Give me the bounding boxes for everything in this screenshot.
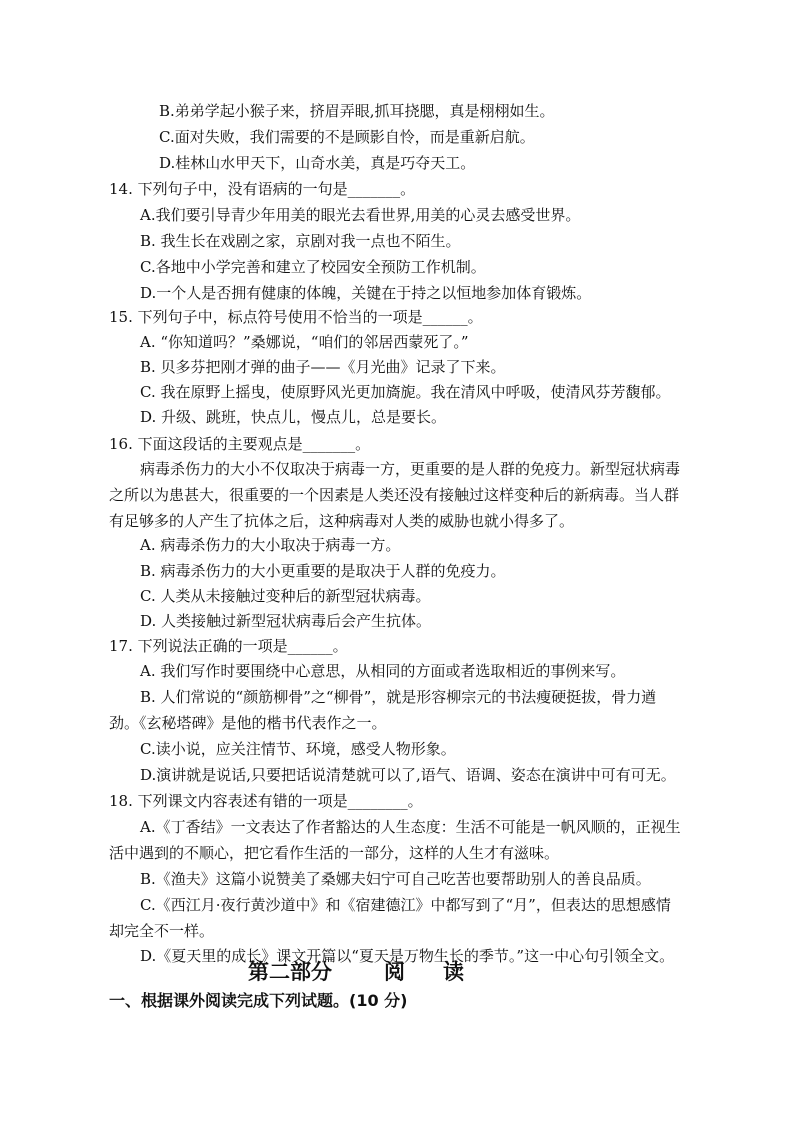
q17-stem: 17. 下列说法正确的一项是______。	[109, 637, 348, 655]
q14-option-d: D.一个人是否拥有健康的体魄，关键在于持之以恒地参加体育锻炼。	[140, 284, 592, 302]
q17-option-b-cont: 劲。《玄秘塔碑》是他的楷书代表作之一。	[109, 714, 387, 732]
q16-passage-line: 有足够多的人产生了抗体之后，这种病毒对人类的威胁也就小得多了。	[109, 512, 575, 530]
q14-option-b: B. 我生长在戏剧之家，京剧对我一点也不陌生。	[140, 232, 461, 250]
q18-option-a-cont: 活中遇到的不顺心，把它看作生活的一部分，这样的人生才有滋味。	[109, 844, 560, 862]
q16-option-c: C. 人类从未接触过变种后的新型冠状病毒。	[140, 587, 431, 605]
q15-option-a: A. “你知道吗？”桑娜说，“咱们的邻居西蒙死了。”	[140, 333, 469, 351]
q16-option-a: A. 病毒杀伤力的大小取决于病毒一方。	[140, 536, 401, 554]
q13-option-d: D.桂林山水甲天下，山奇水美，真是巧夺天工。	[159, 154, 476, 172]
q13-option-c: C.面对失败，我们需要的不是顾影自怜，而是重新启航。	[159, 128, 535, 146]
q18-option-c-cont: 却完全不一样。	[109, 922, 215, 940]
part-two-label: 第二部分	[248, 960, 332, 984]
q17-option-c: C.读小说，应关注情节、环境，感受人物形象。	[140, 740, 456, 758]
section-one-heading: 一、根据课外阅读完成下列试题。(10 分)	[109, 991, 408, 1010]
part-two-word-1: 阅	[384, 960, 405, 984]
q15-option-c: C. 我在原野上摇曳，使原野风光更加旖旎。我在清风中呼吸，使清风芬芳馥郁。	[140, 383, 671, 401]
q16-stem: 16. 下面这段话的主要观点是_______。	[109, 435, 371, 453]
q17-option-d: D.演讲就是说话,只要把话说清楚就可以了,语气、语调、姿态在演讲中可有可无。	[140, 766, 676, 784]
q16-option-d: D. 人类接触过新型冠状病毒后会产生抗体。	[140, 612, 432, 630]
q15-option-d: D. 升级、跳班，快点儿，慢点儿，总是要长。	[140, 408, 447, 426]
q16-option-b: B. 病毒杀伤力的大小更重要的是取决于人群的免疫力。	[140, 562, 506, 580]
q14-option-a: A.我们要引导青少年用美的眼光去看世界,用美的心灵去感受世界。	[140, 206, 581, 224]
q17-option-a: A. 我们写作时要围绕中心意思，从相同的方面或者选取相近的事例来写。	[140, 662, 626, 680]
q17-option-b: B. 人们常说的“颜筋柳骨”之“柳骨”，就是形容柳宗元的书法瘦硬挺拔，骨力遒	[140, 688, 657, 706]
q16-passage-line: 之所以为患甚大，很重要的一个因素是人类还没有接触过这样变种后的新病毒。当人群	[109, 486, 680, 504]
q13-option-b: B.弟弟学起小猴子来，挤眉弄眼,抓耳挠腮，真是栩栩如生。	[159, 102, 555, 120]
q14-option-c: C.各地中小学完善和建立了校园安全预防工作机制。	[140, 258, 486, 276]
part-two-word-2: 读	[443, 960, 464, 984]
q18-option-d: D.《夏天里的成长》课文开篇以“夏天是万物生长的季节。”这一中心句引领全文。	[140, 947, 675, 965]
q15-stem: 15. 下列句子中，标点符号使用不恰当的一项是______。	[109, 308, 483, 326]
q15-option-b: B. 贝多芬把刚才弹的曲子——《月光曲》记录了下来。	[140, 358, 506, 376]
part-two-title	[248, 958, 464, 986]
q18-option-c: C.《西江月·夜行黄沙道中》和《宿建德江》中都写到了“月”，但表达的思想感情	[140, 896, 671, 914]
q18-option-b: B.《渔夫》这篇小说赞美了桑娜夫妇宁可自己吃苦也要帮助别人的善良品质。	[140, 870, 651, 888]
q18-option-a: A.《丁香结》一文表达了作者豁达的人生态度：生活不可能是一帆风顺的，正视生	[140, 818, 681, 836]
q14-stem: 14. 下列句子中，没有语病的一句是_______。	[109, 180, 416, 198]
q18-stem: 18. 下列课文内容表述有错的一项是________。	[109, 792, 423, 810]
q16-passage-line: 病毒杀伤力的大小不仅取决于病毒一方，更重要的是人群的免疫力。新型冠状病毒	[140, 460, 681, 478]
